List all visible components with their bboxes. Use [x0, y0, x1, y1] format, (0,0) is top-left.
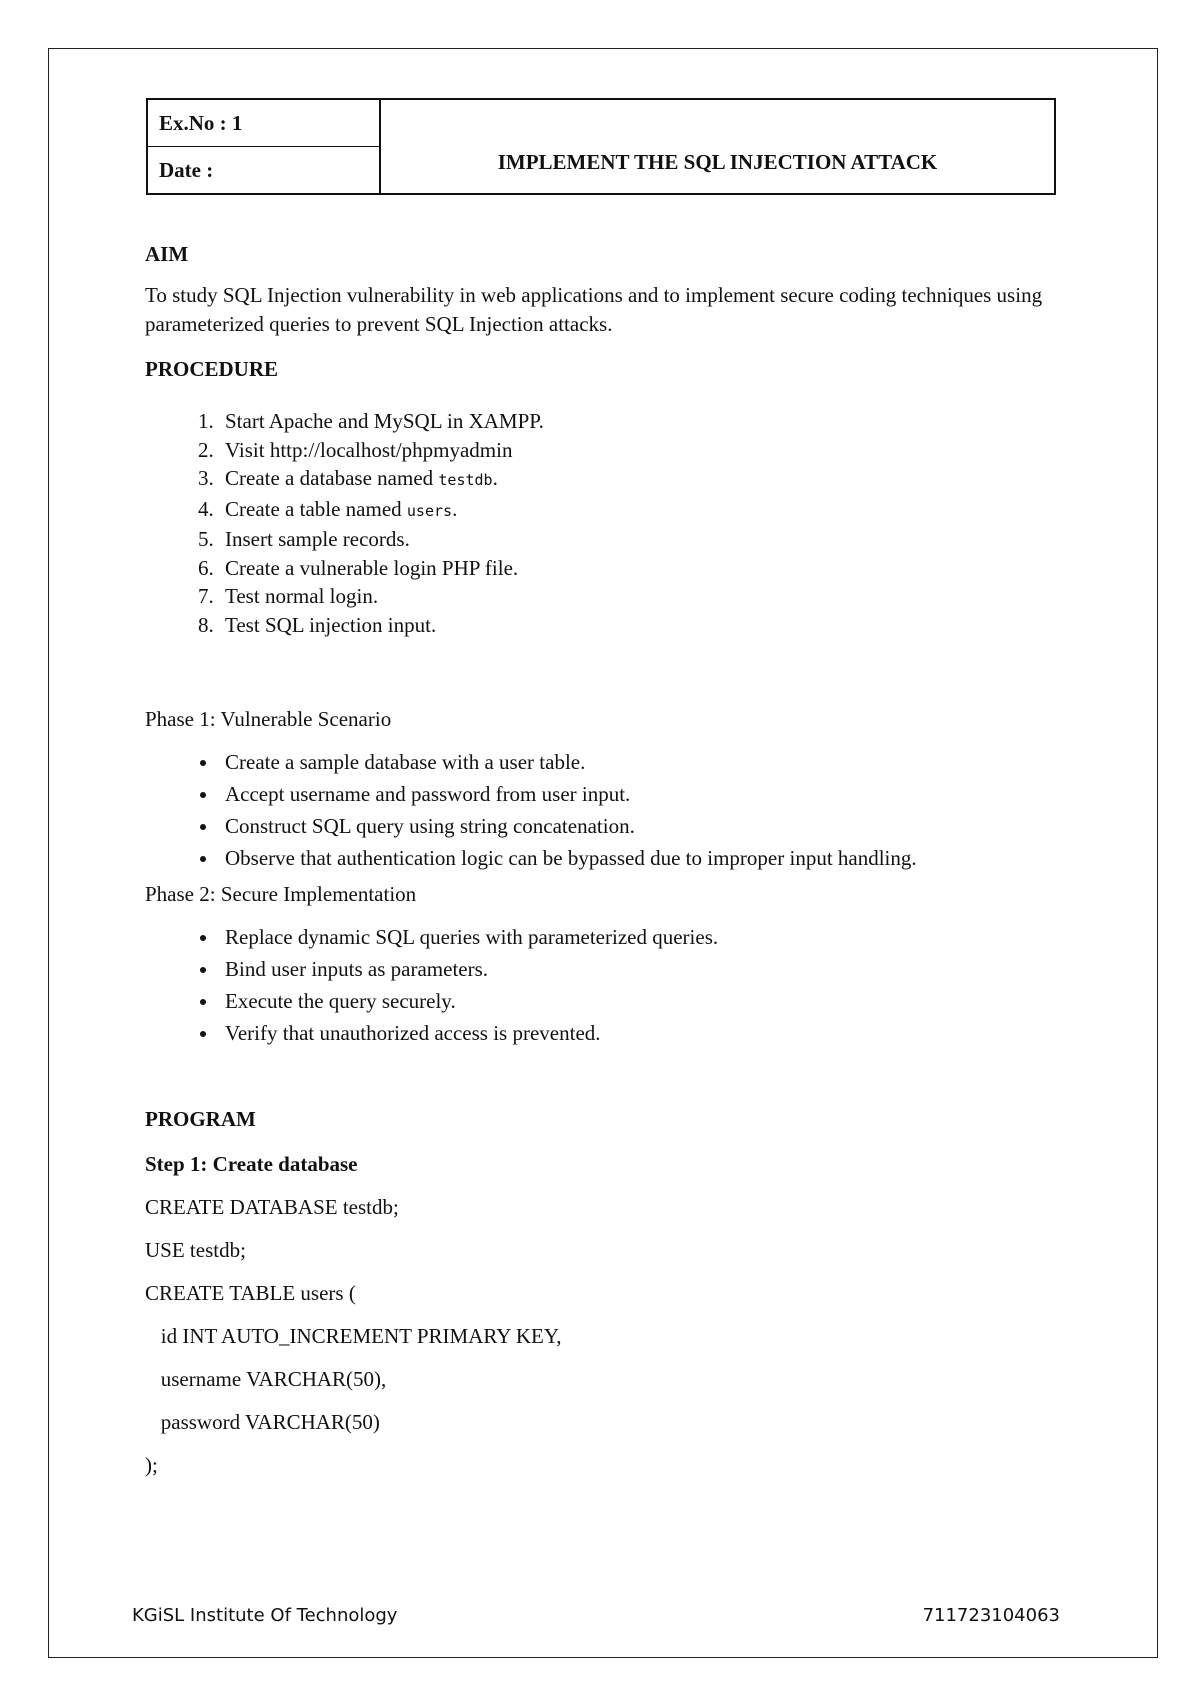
footer-institute: KGiSL Institute Of Technology: [132, 1605, 398, 1626]
phase2-list: [145, 921, 1045, 1049]
procedure-step: [219, 554, 1045, 583]
aim-text: To study SQL Injection vulnerability in web applications and to implement secure coding techniques using parameterized queries to prevent SQL Injection attacks.: [145, 283, 1043, 336]
procedure-step-text: Create a database named: [225, 466, 439, 490]
phase1-list: [145, 746, 1045, 874]
procedure-step-text: Create a vulnerable login PHP file.: [225, 555, 519, 580]
phase1-item: • Observe that authentication logic can be bypassed due to improper input handling.: [219, 842, 1045, 874]
procedure-step-code: users: [406, 501, 453, 520]
phase1-item: • Create a sample database with a user table.: [219, 746, 1045, 778]
code-line: password VARCHAR(50): [145, 1410, 380, 1434]
procedure-step-text: Create a table named: [225, 496, 407, 521]
procedure-step-text: Visit http://localhost/phpmyadmin: [225, 437, 513, 462]
footer-roll-number: 711723104063: [922, 1605, 1060, 1626]
code-line: CREATE DATABASE testdb;: [145, 1195, 399, 1219]
phase2-heading: Phase 2: Secure Implementation: [145, 882, 417, 906]
procedure-step: [219, 611, 1045, 640]
date-cell: Date :: [159, 157, 214, 182]
procedure-step: [219, 525, 1045, 554]
code-line: );: [145, 1453, 158, 1477]
document-body: [145, 240, 1045, 1480]
procedure-step: [219, 464, 1045, 495]
procedure-step-suffix: .: [452, 496, 458, 521]
ex-no-cell: Ex.No : 1: [148, 100, 379, 147]
procedure-step-text: Test SQL injection input.: [225, 612, 437, 637]
procedure-step: [219, 407, 1045, 436]
code-line: id INT AUTO_INCREMENT PRIMARY KEY,: [145, 1324, 562, 1348]
phase1-item: • Accept username and password from user input.: [219, 778, 1045, 810]
code-line: USE testdb;: [145, 1238, 246, 1262]
experiment-title: IMPLEMENT THE SQL INJECTION ATTACK: [497, 150, 938, 174]
phase1-heading: Phase 1: Vulnerable Scenario: [145, 707, 392, 731]
program-step1-heading: Step 1: Create database: [145, 1152, 358, 1176]
procedure-step-text: Start Apache and MySQL in XAMPP.: [225, 409, 544, 433]
code-line: username VARCHAR(50),: [145, 1367, 387, 1391]
aim-heading: AIM: [145, 242, 189, 266]
phase2-item: • Verify that unauthorized access is prevented.: [219, 1017, 1045, 1049]
procedure-step-suffix: .: [492, 466, 498, 490]
phase2-item: • Replace dynamic SQL queries with parameterized queries.: [219, 921, 1045, 953]
procedure-step-text: Test normal login.: [225, 584, 379, 608]
procedure-step: [219, 495, 1045, 526]
procedure-steps-list: [145, 407, 1045, 639]
phase1-item: • Construct SQL query using string concatenation.: [219, 810, 1045, 842]
header-left-column: [148, 100, 381, 193]
program-heading: PROGRAM: [145, 1107, 256, 1131]
header-table: [146, 98, 1056, 195]
procedure-step: [219, 582, 1045, 611]
procedure-step: [219, 436, 1045, 465]
procedure-step-code: testdb: [438, 471, 493, 489]
procedure-heading: PROCEDURE: [145, 357, 279, 381]
phase2-item: • Bind user inputs as parameters.: [219, 953, 1045, 985]
phase2-item: • Execute the query securely.: [219, 985, 1045, 1017]
procedure-step-text: Insert sample records.: [225, 527, 410, 551]
code-line: CREATE TABLE users (: [145, 1281, 356, 1305]
code-block: [145, 1193, 1045, 1480]
